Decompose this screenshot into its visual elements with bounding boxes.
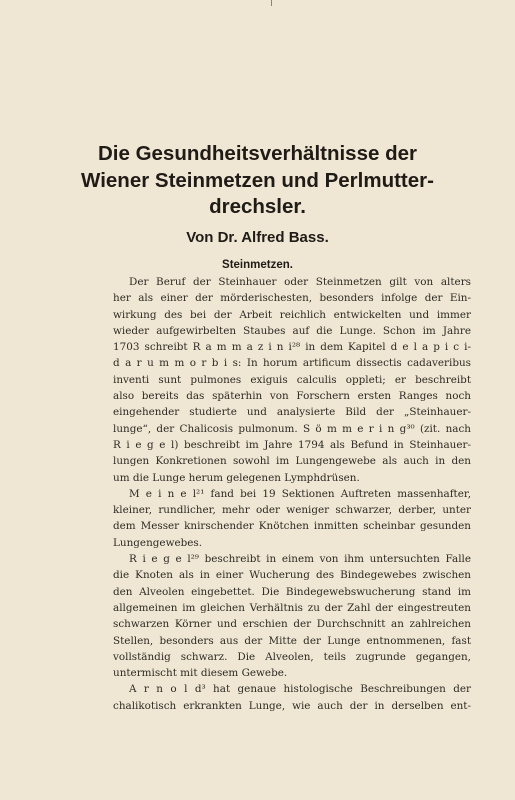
text-line: lungen Konkretionen sowohl im Lungengewebe als auch in den	[113, 455, 471, 468]
text-line: inventi sunt pulmones exiguis calculis oppleti; er beschreibt	[113, 373, 471, 386]
text-line: schwarzen Körner und erschien der Durchschnitt an zahlreichen	[113, 618, 471, 631]
text-line: wieder aufgewirbelten Staubes auf die Lunge. Schon im Jahre	[113, 324, 471, 337]
title-line: Die Gesundheitsverhältnisse der	[97, 142, 417, 165]
text-line: her als einer der mörderischesten, besonders infolge der Ein-	[113, 292, 471, 305]
paragraph	[113, 486, 471, 551]
text-line: die Knoten als in einer Wucherung des Bindegewebes zwischen	[113, 569, 471, 582]
text-line: Stellen, besonders aus der Mitte der Lunge entnommenen, fast	[113, 634, 471, 647]
text-line: Der Beruf der Steinhauer oder Steinmetzen gilt von alters	[129, 276, 471, 288]
body-text	[113, 274, 471, 714]
text-line: um die Lunge herum gelegenen Lymphdrüsen.	[113, 471, 360, 484]
text-line: M e i n e l²¹ fand bei 19 Sektionen Auftreten massenhafter,	[129, 487, 471, 500]
text-line: eingehender studierte und analysierte Bild der „Steinhauer-	[113, 406, 471, 419]
text-line: d a r u m m o r b i s: In horum artificum dissectis cadaveribus	[113, 357, 471, 370]
text-line: Lungengewebes.	[113, 536, 203, 549]
text-line: dem Messer knirschender Knötchen inmitten scheinbar gesunden	[113, 520, 471, 533]
text-line: also bereits das späterhin von Forschern ersten Ranges noch	[113, 390, 471, 403]
paragraph	[113, 551, 471, 681]
text-line: lunge“, der Chalicosis pulmonum. S ö m m e r i n g³⁰ (zit. nach	[113, 422, 471, 435]
text-line: vollständig schwarz. Die Alveolen, teils zugrunde gegangen,	[113, 650, 471, 663]
title-line: drechsler.	[209, 195, 306, 218]
text-line: R i e g e l) beschreibt im Jahre 1794 als Befund in Steinhauer-	[113, 438, 471, 451]
text-line: A r n o l d³ hat genaue histologische Beschreibungen der	[129, 683, 471, 696]
page-edge-mark	[271, 0, 272, 6]
text-line: kleiner, rundlicher, mehr oder weniger schwarzer, derber, unter	[113, 504, 471, 517]
text-line: wirkung des bei der Arbeit reichlich entwickelten und immer	[113, 308, 471, 321]
title-line: Wiener Steinmetzen und Perlmutter-	[81, 168, 434, 192]
text-line: untermischt mit diesem Gewebe.	[113, 667, 288, 680]
text-line: chalikotisch erkrankten Lunge, wie auch der in derselben ent-	[113, 699, 471, 712]
text-line: 1703 schreibt R a m m a z i n i²⁸ in dem Kapitel d e l a p i c i-	[113, 341, 471, 354]
article-title	[0, 141, 515, 221]
text-line: allgemeinen im gleichen Verhältnis zu der Zahl der eingestreuten	[113, 601, 471, 614]
author-line: Von Dr. Alfred Bass.	[186, 229, 329, 246]
paragraph	[113, 681, 471, 714]
paragraph	[113, 274, 471, 486]
text-line: R i e g e l²⁹ beschreibt in einem von ihm untersuchten Falle	[129, 553, 471, 566]
section-heading: Steinmetzen.	[222, 259, 293, 271]
text-line: den Alveolen eingebettet. Die Bindegewebswucherung stand im	[113, 585, 471, 598]
